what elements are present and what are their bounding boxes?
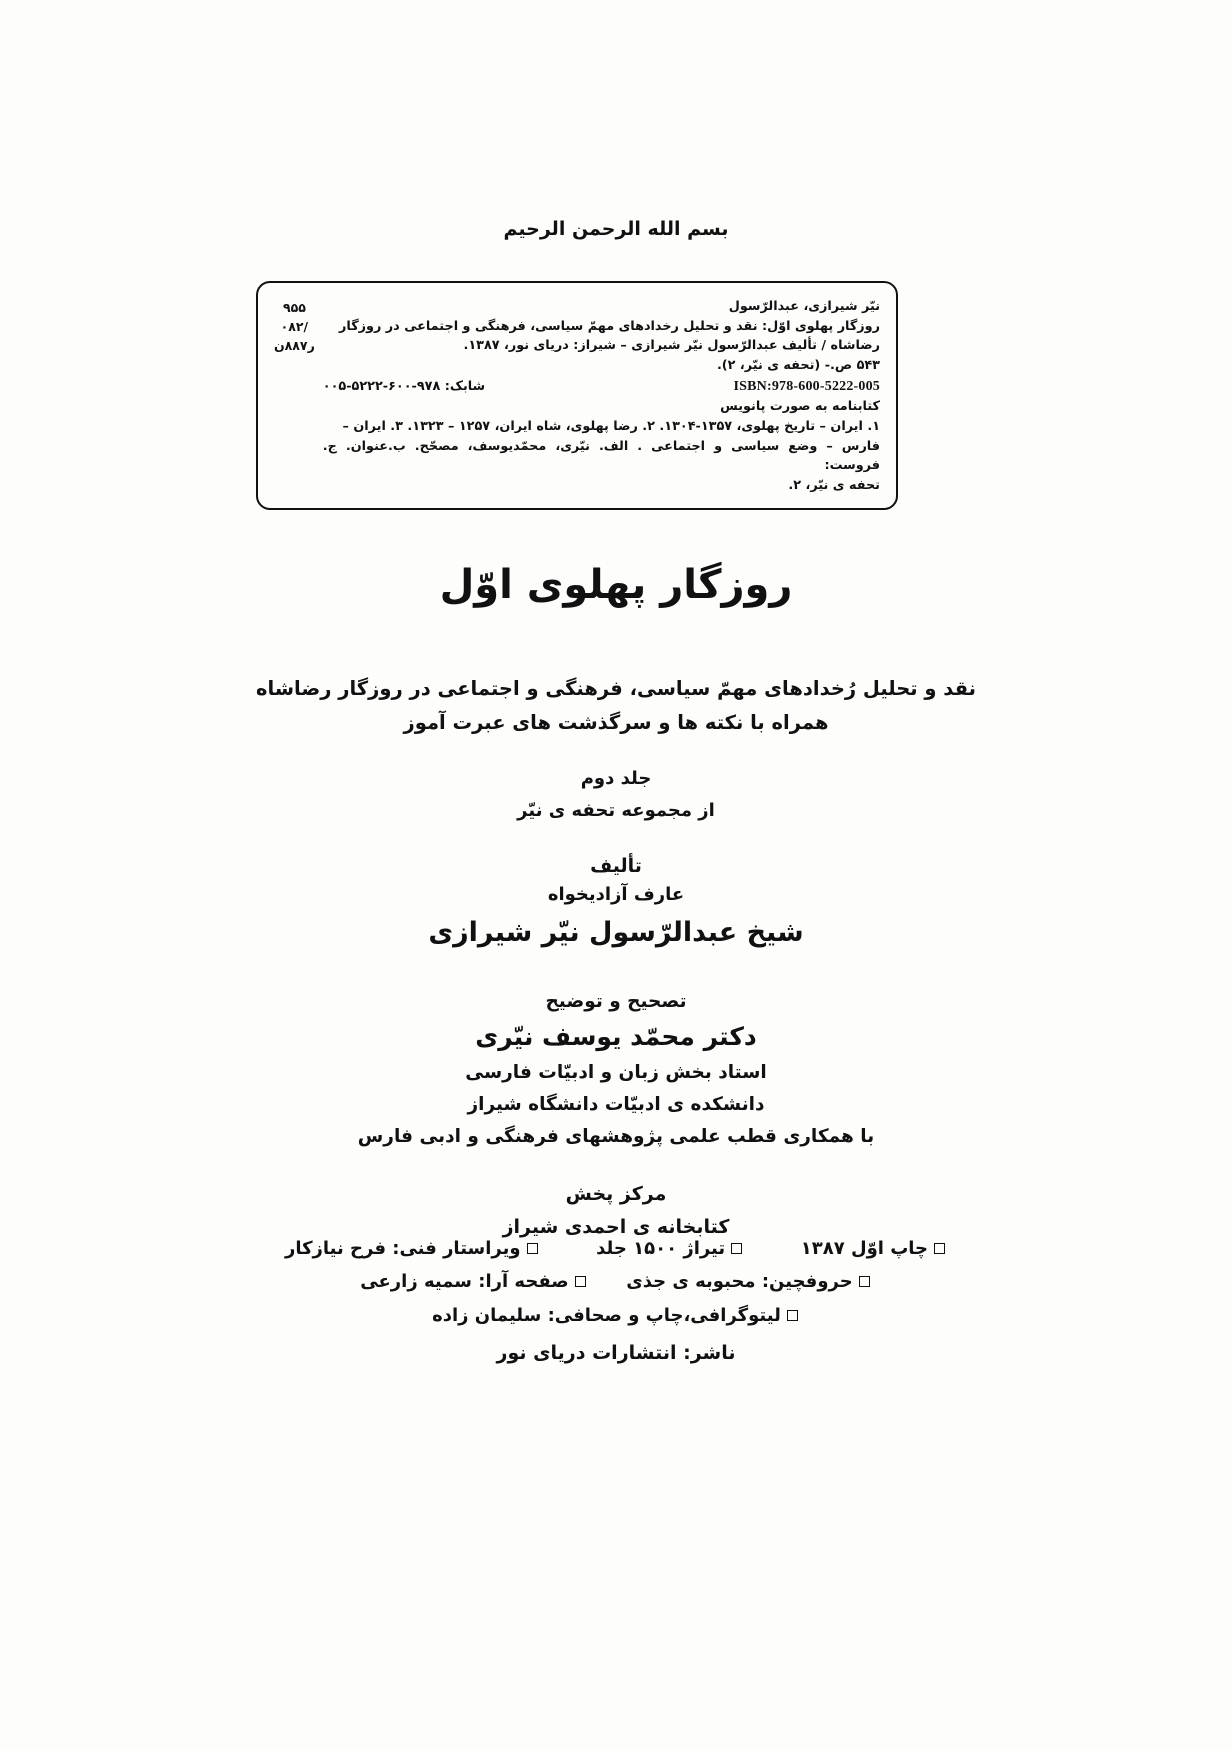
cip-collation: ۵۴۳ ص.- (تحفه ی نیّر، ۲). xyxy=(716,358,880,374)
book-main-title: روزگار پهلوی اوّل xyxy=(439,562,793,608)
author-epithet: عارف آزادیخواه xyxy=(547,884,685,906)
square-bullet-icon xyxy=(527,1243,538,1254)
colophon-block xyxy=(0,1232,1232,1371)
editor-label: تصحیح و توضیح xyxy=(545,991,687,1012)
distribution-name: کتابخانه ی احمدی شیراز xyxy=(502,1215,730,1238)
author-label: تألیف xyxy=(590,855,642,877)
editor-affiliation-2: دانشکده ی ادبیّات دانشگاه شیراز xyxy=(467,1093,765,1115)
square-bullet-icon xyxy=(787,1310,798,1321)
colophon-edition-item xyxy=(801,1232,947,1265)
cip-body xyxy=(323,297,880,496)
square-bullet-icon xyxy=(859,1276,870,1287)
colophon-edition: چاپ اوّل ۱۳۸۷ xyxy=(800,1238,929,1259)
colophon-row-3 xyxy=(0,1299,1232,1332)
colophon-row-1 xyxy=(0,1232,1232,1265)
cip-isbn-latin: ISBN:978-600-5222-005 xyxy=(733,378,880,394)
square-bullet-icon xyxy=(575,1276,586,1287)
colophon-page-layout: صفحه آرا: سمیه زارعی xyxy=(360,1271,569,1293)
editor-affiliation-1: استاد بخش زبان و ادبیّات فارسی xyxy=(465,1062,767,1084)
cip-isbn-row xyxy=(323,376,880,398)
colophon-technical-editor-item xyxy=(285,1232,540,1265)
distribution-label: مرکز پخش xyxy=(565,1183,667,1205)
book-subtitle-line-1: نقد و تحلیل رُخدادهای مهمّ سیاسی، فرهنگی و اجتماعی در روزگار رضاشاه xyxy=(256,677,976,700)
colophon-publisher: ناشر: انتشارات دریای نور xyxy=(496,1341,736,1364)
cip-subject-line-1: ۱. ایران – تاریخ پهلوی، ۱۳۵۷-۱۳۰۴. ۲. رضا پهلوی، شاه ایران، ۱۲۵۷ – ۱۳۲۳. ۳. ایران – xyxy=(342,419,880,435)
editor-name: دکتر محمّد یوسف نیّری xyxy=(475,1021,757,1051)
book-subtitle-line-2: همراه با نکته ها و سرگذشت های عبرت آموز xyxy=(403,710,829,734)
colophon-print-run-item xyxy=(596,1232,744,1265)
cip-subject-line-3: تحفه ی نیّر، ۲. xyxy=(788,478,880,494)
cip-title-statement-line-1: روزگار پهلوی اوّل: نقد و تحلیل رخدادهای مهمّ سیاسی، فرهنگی و اجتماعی در روزگار xyxy=(339,318,880,334)
book-subtitle xyxy=(0,672,1232,739)
cip-title-statement-line-2: رضاشاه / تألیف عبدالرّسول نیّر شیرازی – شیراز: دریای نور، ۱۳۸۷. xyxy=(463,338,880,354)
colophon-page-layout-item xyxy=(360,1265,587,1298)
colophon-typesetter-item xyxy=(626,1265,871,1298)
square-bullet-icon xyxy=(934,1243,945,1254)
series-name: از مجموعه تحفه ی نیّر xyxy=(517,800,715,822)
author-name: شیخ عبدالرّسول نیّر شیرازی xyxy=(428,917,804,949)
cip-cataloging-box xyxy=(256,281,898,510)
colophon-row-2 xyxy=(0,1265,1232,1298)
cip-subject-line-2: فارس – وضع سیاسی و اجتماعی . الف. نیّری، محمّدیوسف، مصحّح. ب.عنوان. ج. فروست: xyxy=(322,438,880,474)
cip-call-number-line-3: ر۸۸۷ن xyxy=(274,338,315,353)
cip-bibliography-note: کتابنامه به صورت پانویس xyxy=(720,399,880,415)
editor-block xyxy=(0,988,1232,1153)
cip-call-number-line-1: ۹۵۵ xyxy=(282,300,306,315)
colophon-technical-editor: ویراستار فنی: فرح نیازکار xyxy=(284,1238,521,1259)
cip-call-number-line-2: /۰۸۲ xyxy=(280,319,309,334)
volume-number: جلد دوم xyxy=(580,768,652,789)
volume-series-block xyxy=(0,763,1232,827)
cip-isbn-persian: شابک: ۹۷۸-۶۰۰-۵۲۲۲-۰۰۵ xyxy=(322,378,486,394)
cip-inner-layout xyxy=(274,297,880,496)
editor-affiliation-3: با همکاری قطب علمی پژوهشهای فرهنگی و ادبی فارس xyxy=(357,1125,875,1147)
author-block xyxy=(0,852,1232,956)
square-bullet-icon xyxy=(731,1243,742,1254)
basmala-line: بسم الله الرحمن الرحیم xyxy=(503,218,729,240)
cip-call-numbers xyxy=(274,297,315,355)
colophon-lithography-item xyxy=(432,1299,800,1332)
colophon-typesetter: حروفچین: محبوبه ی جذی xyxy=(626,1271,853,1293)
cip-author-heading: نیّر شیرازی، عبدالرّسول xyxy=(728,299,880,314)
colophon-lithography: لیتوگرافی،چاپ و صحافی: سلیمان زاده xyxy=(432,1304,781,1326)
colophon-print-run: تیراژ ۱۵۰۰ جلد xyxy=(596,1238,726,1259)
